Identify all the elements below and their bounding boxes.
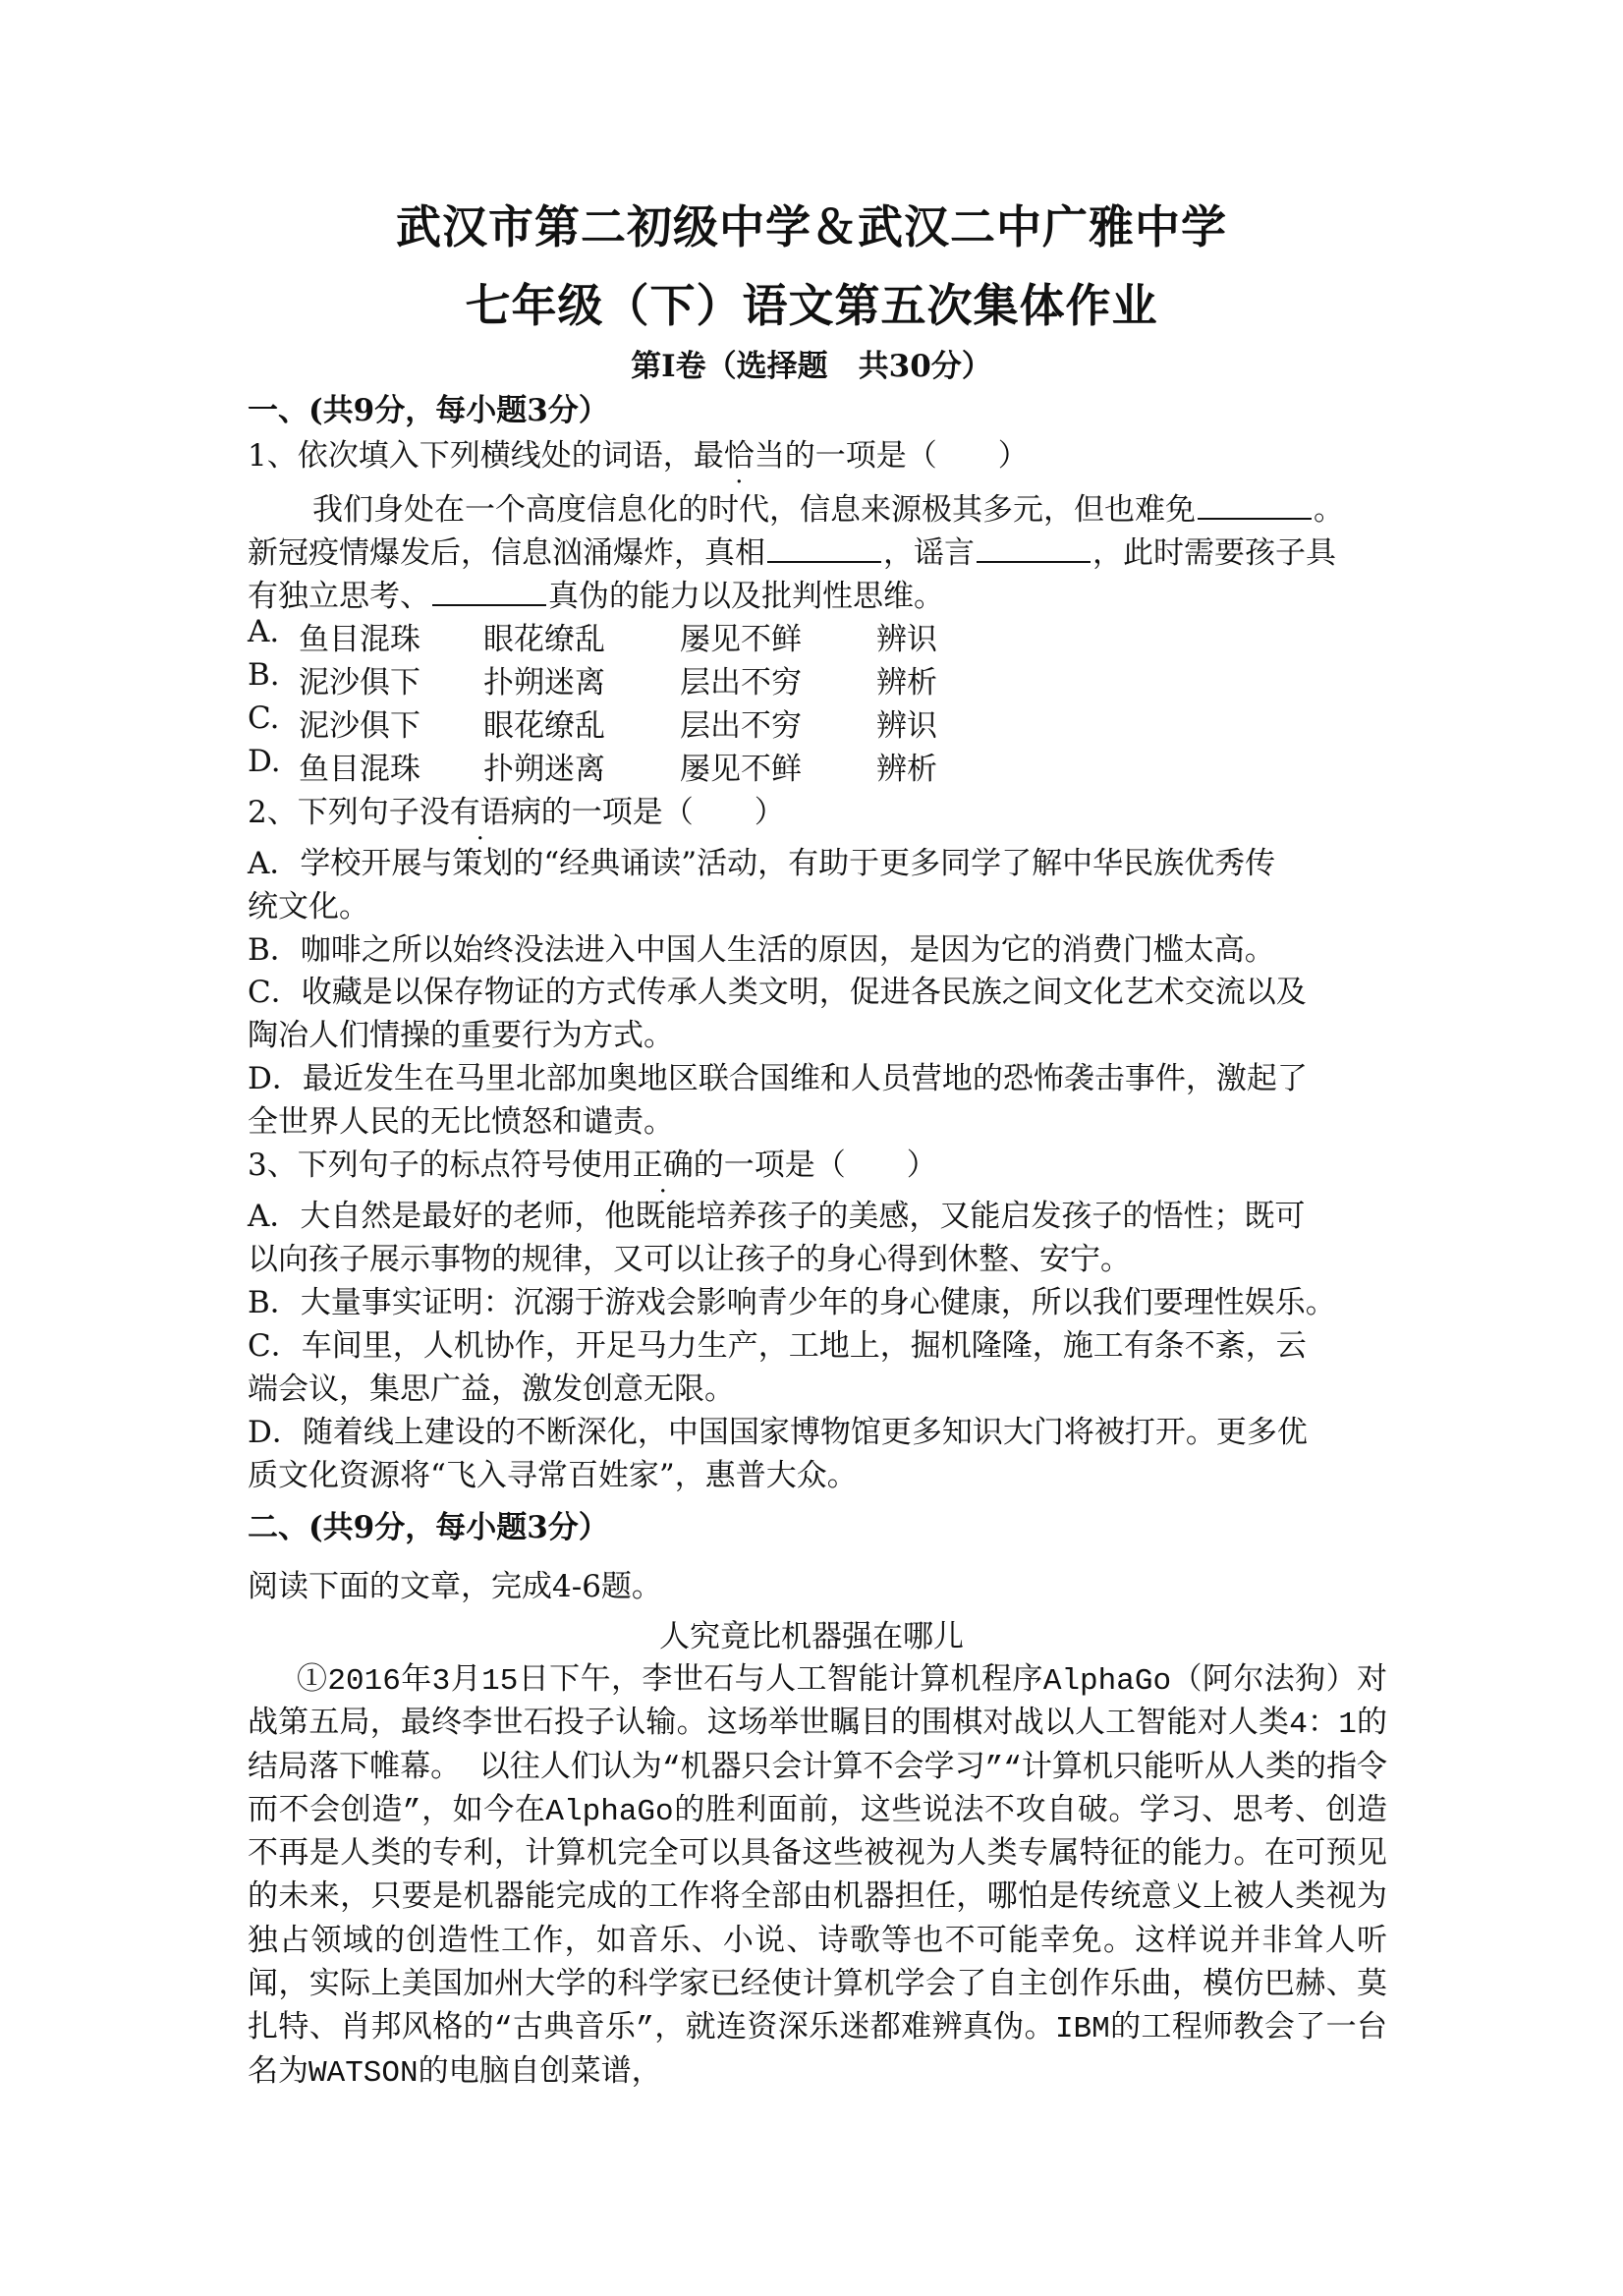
option-word: 扑朔迷离: [483, 665, 605, 700]
section1-heading: 一、(共9分，每小题3分）: [248, 393, 609, 428]
option-word: 鱼目混珠: [299, 622, 420, 657]
option-key: B.: [248, 657, 280, 693]
q1-stem-prefix: 1、依次填入下列横线处的词语，: [248, 438, 694, 474]
q3-option-a-line2: 以向孩子展示事物的规律，又可以让孩子的身心得到休整、安宁。: [248, 1242, 1131, 1277]
school-title: 武汉市第二初级中学＆武汉二中广雅中学: [396, 200, 1227, 253]
q1-passage-text: 真伪的能力以及批判性思维。: [548, 579, 944, 614]
q1-blank-2[interactable]: [767, 533, 881, 563]
q1-stem: [248, 430, 1029, 475]
option-word: 泥沙俱下: [299, 708, 420, 744]
q1-passage-text: 新冠疫情爆发后，信息汹涌爆炸，真相: [248, 535, 765, 571]
article-title: 人究竟比机器强在哪儿: [659, 1619, 964, 1654]
q2-stem-emph: 没有语病: [419, 795, 541, 830]
q1-stem-suffix: 的一项是（ ）: [784, 438, 1029, 474]
q3-option-d-line1[interactable]: D．随着线上建设的不断深化，中国国家博物馆更多知识大门将被打开。更多优: [248, 1415, 1308, 1450]
option-key: D.: [248, 744, 281, 779]
q1-option-a[interactable]: [248, 614, 937, 658]
option-word: 层出不穷: [680, 665, 802, 700]
q3-stem: [248, 1140, 937, 1184]
q1-passage-text: 有独立思考、: [248, 579, 430, 614]
q2-option-c-line1[interactable]: C．收藏是以保存物证的方式传承人类文明，促进各民族之间文化艺术交流以及: [248, 975, 1307, 1010]
q1-stem-emph: 最恰当: [693, 438, 785, 474]
q3-option-b[interactable]: B．大量事实证明：沉溺于游戏会影响青少年的身心健康，所以我们要理性娱乐。: [248, 1285, 1336, 1320]
q1-passage-line3: [248, 571, 944, 615]
q1-passage-text: 我们身处在一个高度信息化的时代，信息来源极其多元，但也难免: [312, 492, 1196, 528]
q3-option-c-line2: 端会议，集思广益，激发创意无限。: [248, 1372, 735, 1407]
q1-passage-text: ，谣言: [883, 535, 975, 571]
option-key: A.: [248, 614, 280, 649]
q2-stem-suffix: 的一项是（ ）: [540, 795, 785, 830]
option-word: 层出不穷: [680, 708, 802, 744]
q2-option-a-line1[interactable]: A．学校开展与策划的“经典诵读”活动，有助于更多同学了解中华民族优秀传: [248, 846, 1276, 881]
option-word: 辨识: [876, 708, 937, 744]
option-word: 眼花缭乱: [483, 708, 605, 744]
section2-heading: 二、(共9分，每小题3分）: [248, 1510, 609, 1545]
q3-stem-prefix: 3、下列句子的标点符号使用: [248, 1148, 633, 1183]
q3-option-a-line1[interactable]: A．大自然是最好的老师，他既能培养孩子的美感，又能启发孩子的悟性；既可: [248, 1199, 1306, 1234]
option-word: 眼花缭乱: [483, 622, 605, 657]
q2-stem-prefix: 2、下列句子: [248, 795, 420, 830]
q1-blank-1[interactable]: [1198, 490, 1312, 520]
q2-option-c-line2: 陶冶人们情操的重要行为方式。: [248, 1018, 674, 1053]
q2-option-d-line1[interactable]: D．最近发生在马里北部加奥地区联合国维和人员营地的恐怖袭击事件，激起了: [248, 1061, 1308, 1096]
q1-option-c[interactable]: [248, 700, 937, 745]
q1-option-b[interactable]: [248, 657, 937, 701]
option-word: 泥沙俱下: [299, 665, 420, 700]
option-key: C.: [248, 700, 280, 736]
option-word: 辨析: [876, 752, 937, 787]
article-paragraph-1: ①2016年3月15日下午，李世石与人工智能计算机程序AlphaGo（阿尔法狗）对战第五局，最终李世石投子认输。这场举世瞩目的围棋对战以人工智能对人类4：1的结局落下帷幕。 以往人们认为“机器只会计算不会学习”“计算机只能听从人类的指令而不会创造”，如今在AlphaGo的胜利面前，这些说法不攻自破。学习、思考、创造不再是人类的专利，计算机完全可以具备这些被视为人类专属特征的能力。在可预见的未来，只要是机器能完成的工作将全部由机器担任，哪怕是传统意义上被人类视为独占领域的创造性工作，如音乐、小说、诗歌等也不可能幸免。这样说并非耸人听闻，实际上美国加州大学的科学家已经使计算机学会了自主创作乐曲，模仿巴赫、莫扎特、肖邦风格的“古典音乐”，就连资深乐迷都难辨真伪。IBM的工程师教会了一台名为WATSON的电脑自创菜谱，: [248, 1664, 1387, 2091]
q2-option-b[interactable]: B．咖啡之所以始终没法进入中国人生活的原因，是因为它的消费门槛太高。: [248, 932, 1275, 968]
q1-passage-text: ，此时需要孩子具: [1092, 535, 1336, 571]
option-word: 扑朔迷离: [483, 752, 605, 787]
q1-passage-line2: [248, 528, 1336, 572]
q1-option-d[interactable]: [248, 744, 937, 788]
q1-passage-text: 。: [1314, 492, 1344, 528]
q1-blank-4[interactable]: [432, 577, 546, 606]
q3-option-d-line2: 质文化资源将“飞入寻常百姓家”，惠普大众。: [248, 1458, 858, 1493]
option-word: 屡见不鲜: [680, 752, 802, 787]
option-word: 辨析: [876, 665, 937, 700]
q3-option-c-line1[interactable]: C．车间里，人机协作，开足马力生产，工地上，掘机隆隆，施工有条不紊，云: [248, 1328, 1307, 1364]
option-word: 屡见不鲜: [680, 622, 802, 657]
q1-blank-3[interactable]: [977, 533, 1091, 563]
q2-stem: [248, 787, 785, 831]
option-word: 辨识: [876, 622, 937, 657]
q3-stem-suffix: 的一项是（ ）: [693, 1148, 937, 1183]
section2-instruction: 阅读下面的文章，完成4-6题。: [248, 1569, 662, 1604]
volume-title: 第Ⅰ卷（选择题 共30分）: [631, 349, 992, 384]
q1-passage-line1: [312, 484, 1344, 529]
exam-title: 七年级（下）语文第五次集体作业: [465, 279, 1158, 332]
option-word: 鱼目混珠: [299, 752, 420, 787]
q2-option-a-line2: 统文化。: [248, 889, 369, 924]
q2-option-d-line2: 全世界人民的无比愤怒和谴责。: [248, 1104, 674, 1140]
q3-stem-emph: 正确: [632, 1148, 694, 1183]
